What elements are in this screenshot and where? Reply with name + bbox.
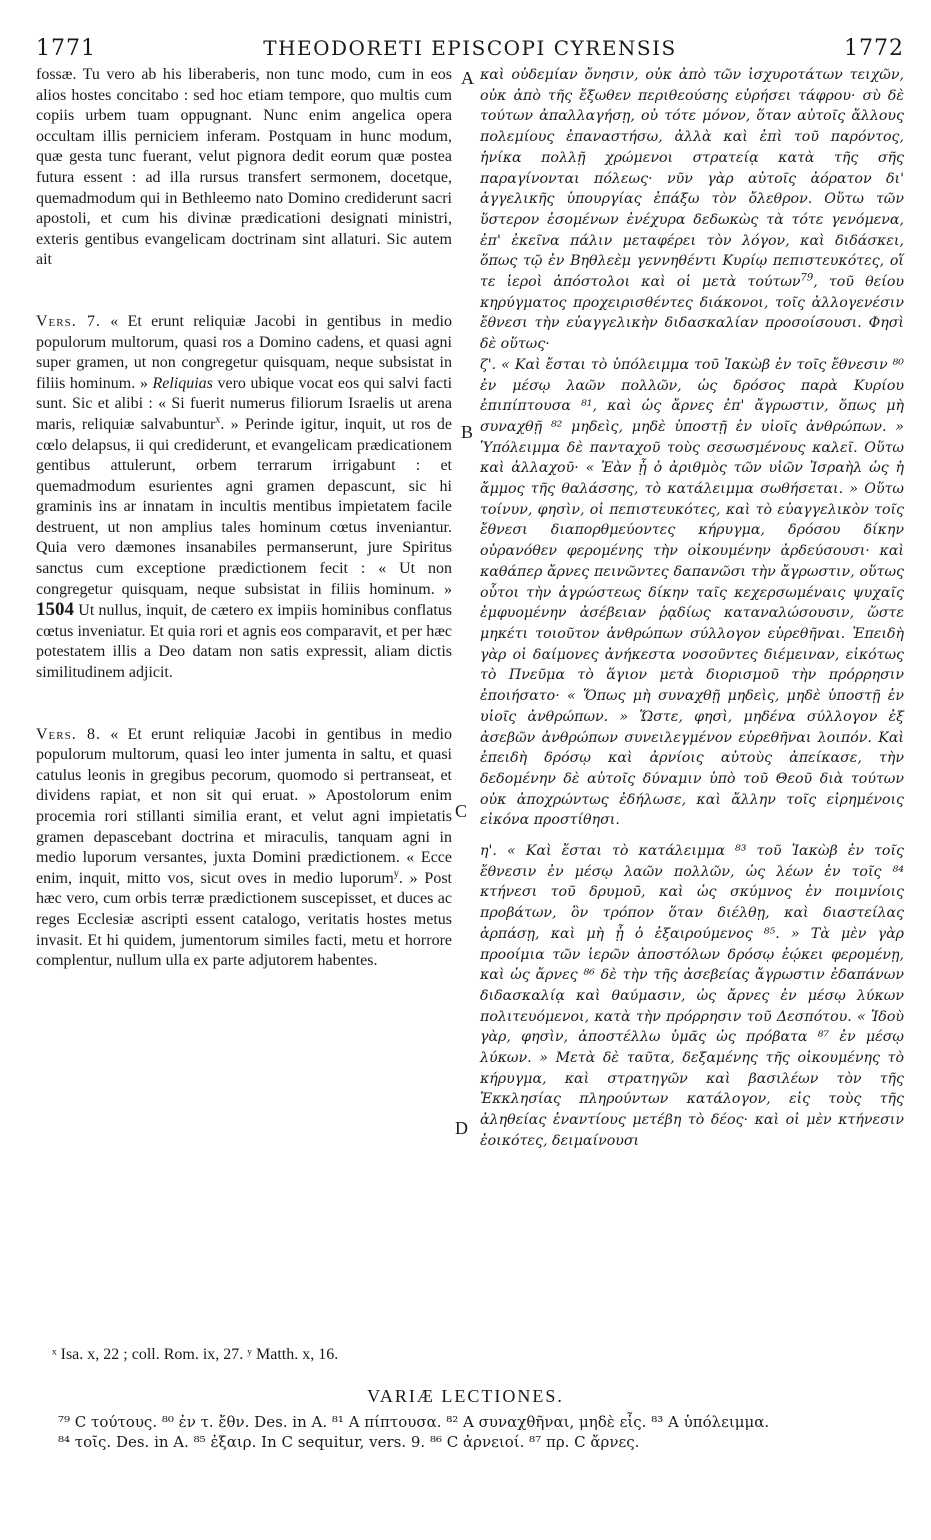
greek-verse-7: ζ'. « Καὶ ἔσται τὸ ὑπόλειμμα τοῦ Ἰακὼβ ἐν τοῖς ἔθνεσιν ⁸⁰ ἐν μέσῳ λαῶν πολλῶν, ὡς δρόσος παρὰ Κυρίου ἐπιπίπτουσα ⁸¹, καὶ ὡς ἄρνες ἐπ' ἄγρωστιν, ὅπως μὴ συναχθῇ ⁸² μηδεὶς, μηδὲ ὑποστῇ ἐν υἱοῖς ἀνθρώπων. » Ὑπόλειμμα δὲ πανταχοῦ τοὺς σεσωσμένους καλεῖ. Οὕτω καὶ ἀλλαχοῦ· « Ἐὰν ᾖ ὁ ἀριθμὸς τῶν υἱῶν Ἰσραὴλ ὡς ἡ ἄμμος τῆς θαλάσσης, τὸ κατάλειμμα σωθήσεται. » Οὕτω τοίνυν, φησὶν, οἱ πεπιστευκότες, καὶ τὸ εὐαγγελικὸν τοῖς ἔθνεσι διαπορθμεύοντες κήρυγμα, δρόσου δίκην οὐρανόθεν φερομένης τὴν οἰκουμένην ἀρδεύσουσι· καὶ καθάπερ ἄρνες πεινῶντες δαπανῶσι τὴν ἄγρωστιν, οὕτως οὗτοι τὴν ἀγρώστεως δίκην ταῖς κεχερσωμέναις ψυχαῖς ἐμφυομένην ἀσέβειαν ῥᾳδίως καταναλώσουσιν, ὥστε μηκέτι τοιοῦτον ἀνθρώπων σύλλογον εὑρεθῆναι. Ἐπειδὴ γὰρ οἱ δαίμονες ἀνήκεστα νοσοῦντες διέμειναν, εἰκότως τὸ Πνεῦμα τὸ ἅγιον μετὰ διορισμοῦ τὴν πρόρρησιν ἐποιήσατο· « Ὅπως μὴ συναχθῇ μηδεὶς, μηδὲ ὑποστῇ ἐν υἱοῖς ἀνθρώπων. » Ὥστε, φησὶ, μηδένα σύλλογον ἐξ ἀσεβῶν ἀνθρώπων συνειλεγμένον εὑρεθῆναι λοιπόν. Καὶ ἐπειδὴ δρόσῳ καὶ ἀρνίοις αὐτοὺς ἀπείκασε, τὴν δεδομένην δὲ αὐτοῖς δύναμιν ὑπὸ τοῦ Θεοῦ διὰ τούτων οὐκ ἀποχρώντως ἐδήλωσε, καὶ ἄλλην τοῖς εἰρημένοις εἰκόνα προστίθησι. bbox=[480, 356, 904, 829]
latin-verse-7 bbox=[36, 312, 452, 684]
margin-letter-b: B bbox=[461, 422, 474, 442]
verse-8-text-a: « Et erunt reliquiæ Jacobi in gentibus in medio populorum multorum, quasi leo inter jumenta in saltu, et quasi catulus leonis in gregibus pecorum, quomodo si pertranseat, et dividens rapiat, et non sit qui eruat. » Apostolorum enim procemia rori stillanti similia erant, et velut agni impietatis gramen depascebant doctrina et miraculis, tanquam agni in medio luporum versantes, juxta Domini prædictionem. « Ecce enim, inquit, mitto vos, sicut oves in medio luporum bbox=[36, 725, 453, 887]
variae-lectiones-title: VARIÆ LECTIONES. bbox=[367, 1386, 564, 1406]
verse-7-text-a: « Et erunt reliquiæ Jacobi in gentibus in medio populorum multorum, quasi ros a Domino cadens, et quasi agni super gramen, ut non congregetur quisquam, neque subsistat in filiis hominum. » bbox=[36, 312, 453, 392]
verse-7-reliquias: Reliquias bbox=[152, 374, 213, 392]
page-header bbox=[36, 36, 904, 66]
margin-letter-d: D bbox=[455, 1118, 468, 1138]
scripture-footnotes: ˣ Isa. x, 22 ; coll. Rom. ix, 27. ʸ Matth. x, 16. bbox=[52, 1346, 339, 1363]
verse-8-text-b: . » Post hæc vero, cum orbis terræ prædictionem suscepisset, et duces ac reges Ecclesiæ ascripti essent catalogo, veritatis hostes metus invasit. Et hi quidem, jumentorum similes facti, metu et horrore complentur, nullum ulla ex parte adjutorem habentes. bbox=[36, 869, 452, 970]
verse-7-text-d: Ut nullus, inquit, de cætero ex impiis hominibus conflatus cœtus inveniatur. Et quia rori et agnis eos comparavit, et per hæc potestatem illis a Deo datam non satis expressit, aliam dictis similitudinem adjicit. bbox=[36, 602, 452, 682]
footnote-marker-x: x bbox=[215, 414, 221, 426]
verse-7-label: Vers. 7. bbox=[36, 312, 102, 330]
margin-letter-a: A bbox=[461, 68, 474, 88]
column-number-1504: 1504 bbox=[36, 599, 74, 621]
variae-line-1: ⁷⁹ C τούτους. ⁸⁰ ἐν τ. ἔθν. Des. in A. ⁸¹ A πίπτουσα. ⁸² A συναχθῆναι, μηδὲ εἷς. ⁸³ A ὑπόλειμμα. bbox=[58, 1413, 770, 1431]
variae-line-2: ⁸⁴ τοῖς. Des. in A. ⁸⁵ ἐξαιρ. In C sequitur, vers. 9. ⁸⁶ C ἀρνειοί. ⁸⁷ πρ. C ἄρνες. bbox=[58, 1433, 640, 1451]
greek-verse-8: η'. « Καὶ ἔσται τὸ κατάλειμμα ⁸³ τοῦ Ἰακὼβ ἐν τοῖς ἔθνεσιν ἐν μέσῳ λαῶν πολλῶν, ὡς λέων ἐν τοῖς ⁸⁴ κτήνεσι τοῦ δρυμοῦ, καὶ ὡς σκύμνος ἐν ποιμνίοις προβάτων, ὃν τρόπον ὅταν διέλθῃ, καὶ διαστείλας ἁρπάσῃ, καὶ μὴ ᾖ ὁ ἐξαιρούμενος ⁸⁵. » Τὰ μὲν γὰρ προοίμια τῶν ἱερῶν ἀποστόλων δρόσῳ ἐῴκει φερομένῃ, καὶ ὡς ἄρνες ⁸⁶ δὲ τὴν τῆς ἀσεβείας ἄγρωστιν ἐδαπάνων διδασκαλίᾳ καὶ θαύμασιν, ὡς ἄρνες ἐν μέσῳ λύκων πολιτευόμενοι, κατὰ τὴν πρόρρησιν τοῦ Δεσπότου. « Ἰδοὺ γὰρ, φησὶν, ἀποστέλλω ὑμᾶς ὡς πρόβατα ⁸⁷ ἐν μέσῳ λύκων. » Μετὰ δὲ ταῦτα, δεξαμένης τῆς οἰκουμένης τὸ κήρυγμα, καὶ στρατηγῶν καὶ βασιλέων τὸν τῆς Ἐκκλησίας πληρούντων κατάλογον, εἰς τοὺς τῆς ἀληθείας ἐναντίους μετέβη τὸ δέος· καὶ οἱ μὲν κτήνεσιν ἐοικότες, δειμαίνουσι bbox=[480, 843, 904, 1149]
greek-paragraph-intro bbox=[480, 65, 904, 355]
left-page-number: 1771 bbox=[36, 36, 96, 61]
latin-verse-8 bbox=[36, 725, 452, 972]
running-title: THEODORETI EPISCOPI CYRENSIS bbox=[263, 36, 677, 60]
margin-letter-c: C bbox=[455, 801, 468, 821]
variant-marker-79: 79 bbox=[800, 272, 814, 284]
latin-paragraph-intro: fossæ. Tu vero ab his liberaberis, non tunc modo, cum in eos alios hostes concitabo : sed hoc etiam tempore, quo multis cum copiis urbem tuam oppugnant. Nunc enim angelica opera occultam illis perniciem inferam. Postquam in hunc modum, quæ gesta tunc fuerant, velut pignora dedit eorum quæ postea futura essent : ad illa rursus transfert sermonem, docetque, quemadmodum qui in Bethleemo nato Domino crediderunt sacri apostoli, et cum his divinæ prædicationi designati ministri, exteris gentibus evangelicam doctrinam sint allaturi. Sic autem ait bbox=[36, 66, 452, 269]
verse-7-text-c: . » Perinde igitur, inquit, ut ros de cœlo delapsus, ii qui crediderunt, et evangelicam prædicationem gentibus attulerunt, orbem terrarum irrigabunt : et quemadmodum esurientes agni gramen depascunt, sic hi graminis ins ar innatam in incultis mentibus impietatem facile destruent, ut non amplius tales hominum cœtus inveniantur. Quia vero dæmones insanabiles permanserunt, jure Spiritus sanctus cum exceptione prædictionem fecit : « Ut non congregetur quisquam, neque subsistat in filiis hominum. » bbox=[36, 415, 452, 598]
greek-intro-text-b: , τοῦ θείου κηρύγματος προχειρισθέντες διάκονοι, τοῖς ἀλλογενέσιν ἔθνεσι τὴν εὐαγγελικὴν διδασκαλίαν προσοίσουσι. Φησὶ δὲ οὕτως· bbox=[480, 274, 904, 353]
verse-7-text-b: vero ubique vocat eos qui salvi facti sunt. Sic et alibi : « Si fuerit numerus filiorum Israelis ut arena maris, reliquiæ salvabuntur bbox=[36, 374, 453, 433]
verse-8-label: Vers. 8. bbox=[36, 725, 102, 743]
greek-intro-text: καὶ οὐδεμίαν ὄνησιν, οὐκ ἀπὸ τῶν ἰσχυροτάτων τειχῶν, οὐκ ἀπὸ τῆς ἔξωθεν περιθεούσης εὑρήσει τάφρου· σὺ δὲ τούτων ἀπαλλαγήσῃ, οὐ τότε μόνον, ὅταν αὐτοῖς ἄλλους πολεμίους ἐπαναστήσω, ἀλλὰ καὶ ἐπὶ τοῦ παρόντος, ἡνίκα πολλῇ χρώμενοι στρατείᾳ κατὰ τῆς σῆς παραγίνονται πόλεως· νῦν γὰρ αὐτοῖς ἀόρατον δι' ἀγγελικῆς ὑπουργίας ἐπάξω τὸν ὄλεθρον. Οὕτω τῶν ὕστερον ἐσομένων ἐνέχυρα δεδωκὼς τὰ τότε γενόμενα, ἐπ' ἐκεῖνα πάλιν μεταφέρει τὸν λόγον, καὶ διδάσκει, ὅπως τῷ ἐν Βηθλεὲμ γεννηθέντι Κυρίῳ πεπιστευκότες, οἵ τε ἱεροὶ ἀπόστολοι καὶ οἱ μετὰ τούτων bbox=[480, 67, 904, 291]
latin-column bbox=[36, 65, 452, 972]
greek-column bbox=[480, 65, 904, 1152]
footnote-marker-y: y bbox=[393, 868, 399, 880]
right-page-number: 1772 bbox=[844, 36, 904, 61]
variae-lectiones bbox=[58, 1412, 898, 1452]
